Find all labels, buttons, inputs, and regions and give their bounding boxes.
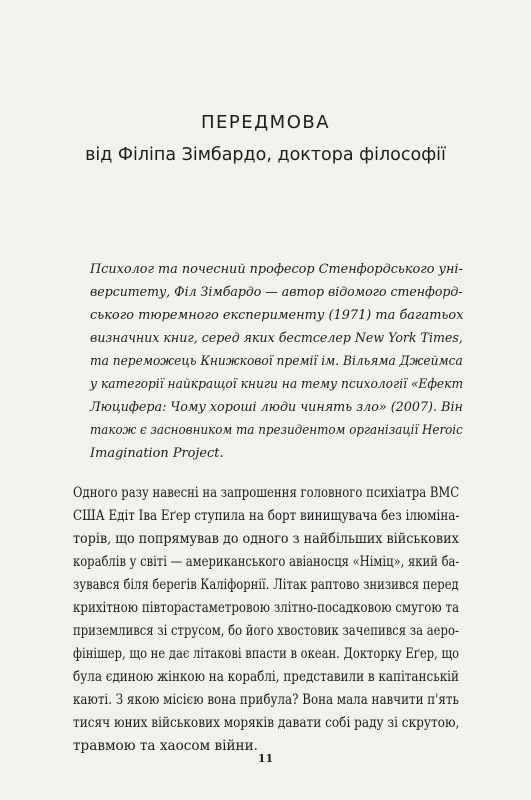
body-line: зувався біля берегів Каліфорнії. Літак раптово знизився перед (73, 577, 459, 593)
page-title: ПЕРЕДМОВА (200, 112, 331, 133)
body-line: торів, що попрямував до одного з найбільших військових (73, 531, 459, 547)
epigraph-line: Imagination Project. (90, 446, 224, 461)
epigraph-line: верситету, Філ Зімбардо — автор відомого стенфорд- (90, 285, 463, 300)
body-line: кораблів у світі — американського авіаносця «Німіц», який ба- (73, 554, 460, 570)
epigraph-line: у категорії найкращої книги на тему психології «Ефект (90, 377, 464, 392)
epigraph-line: визначних книг, серед яких бестселер New York Times, (90, 331, 463, 346)
epigraph-line: Психолог та почесний професор Стенфордського уні- (90, 262, 463, 277)
epigraph-line: ського тюремного експерименту (1971) та багатьох (90, 308, 464, 323)
body-line: травмою та хаосом війни. (73, 738, 258, 754)
body-line: тисяч юних військових моряків давати собі раду зі скрутою, (73, 715, 460, 731)
body-line: фінішер, що не дає літакові впасти в океан. Докторку Еґер, що (73, 646, 460, 662)
page-subtitle: від Філіпа Зімбардо, доктора філософії (85, 145, 446, 165)
body-line: США Едіт Іва Еґер ступила на борт винищувача без ілюміна- (73, 508, 460, 524)
body-line: крихітною півторастаметровою злітно-посадковою смугою та (73, 600, 460, 616)
epigraph-line: Люцифера: Чому хороші люди чинять зло» (2007). Він (90, 400, 463, 415)
epigraph-line: та переможець Книжкової премії ім. Вільяма Джеймса (90, 354, 463, 369)
body-line: була єдиною жінкою на кораблі, представили в капітанській (73, 669, 459, 685)
body-line: Одного разу навесні на запрошення головного психіатра ВМС (73, 485, 460, 501)
epigraph-line: також є засновником та президентом організації Heroic (90, 423, 463, 438)
page-number: 11 (257, 752, 274, 765)
body-line: каюті. З якою місією вона прибула? Вона мала навчити п'ять (73, 692, 459, 708)
body-line: приземлився зі струсом, бо його хвостовик зачепився за аеро- (73, 623, 459, 639)
